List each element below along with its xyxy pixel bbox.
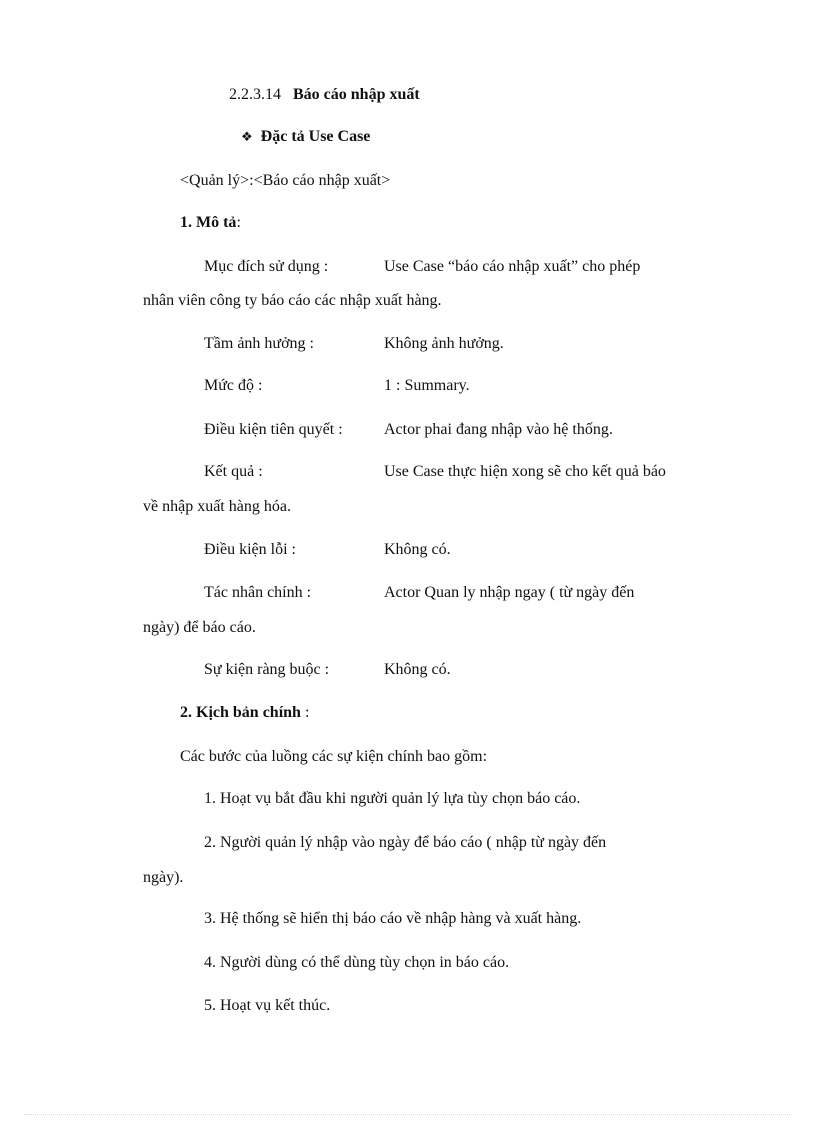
section-heading [229, 85, 420, 105]
primary-actor-continuation: ngày) để báo cáo. [143, 619, 256, 636]
step-2: 2. Người quản lý nhập vào ngày để báo cáo ( nhập từ ngày đến [204, 834, 607, 851]
page-bottom-divider [24, 1114, 792, 1115]
step-3: 3. Hệ thống sẽ hiển thị báo cáo về nhập hàng và xuất hàng. [204, 910, 582, 927]
level-label: Mức độ : [204, 377, 263, 394]
purpose-continuation: nhân viên công ty báo cáo các nhập xuất hàng. [143, 292, 442, 309]
scope-label: Tầm ảnh hưởng : [204, 335, 314, 352]
result-label: Kết quả : [204, 463, 263, 480]
step-5: 5. Hoạt vụ kết thúc. [204, 997, 331, 1014]
purpose-label: Mục đích sử dụng : [204, 258, 329, 275]
precondition-value: Actor phai đang nhập vào hệ thống. [384, 421, 613, 438]
main-scenario-intro: Các bước của luồng các sự kiện chính bao gồm: [180, 748, 488, 765]
purpose-value: Use Case “báo cáo nhập xuất” cho phép [384, 258, 641, 275]
primary-actor-label: Tác nhân chính : [204, 584, 312, 601]
description-heading [180, 213, 241, 233]
section-title: Báo cáo nhập xuất [293, 86, 420, 103]
result-continuation: về nhập xuất hàng hóa. [143, 498, 291, 515]
constraints-value: Không có. [384, 661, 451, 678]
scope-value: Không ảnh hưởng. [384, 335, 504, 352]
main-scenario-heading [180, 703, 309, 723]
main-scenario-heading-label: 2. Kịch bản chính [180, 704, 301, 721]
precondition-label: Điều kiện tiên quyết : [204, 421, 343, 438]
four-diamond-bullet-icon: ❖ [241, 130, 253, 145]
constraints-label: Sự kiện ràng buộc : [204, 661, 330, 678]
level-value: 1 : Summary. [384, 377, 470, 394]
step-4: 4. Người dùng có thể dùng tùy chọn in báo cáo. [204, 954, 510, 971]
result-value: Use Case thực hiện xong sẽ cho kết quả báo [384, 463, 666, 480]
section-number: 2.2.3.14 [229, 86, 281, 103]
spec-subheading [241, 127, 370, 148]
actor-line: <Quản lý>:<Báo cáo nhập xuất> [180, 172, 391, 189]
spec-subheading-label: Đặc tả Use Case [260, 128, 371, 145]
primary-actor-value: Actor Quan ly nhập ngay ( từ ngày đến [384, 584, 635, 601]
description-heading-label: 1. Mô tả [180, 214, 237, 231]
error-condition-label: Điều kiện lỗi : [204, 541, 296, 558]
step-1: 1. Hoạt vụ bắt đầu khi người quản lý lựa tùy chọn báo cáo. [204, 790, 581, 807]
step-2-continuation: ngày). [143, 869, 184, 886]
description-heading-colon: : [236, 214, 241, 231]
error-condition-value: Không có. [384, 541, 451, 558]
main-scenario-heading-colon: : [300, 704, 310, 721]
